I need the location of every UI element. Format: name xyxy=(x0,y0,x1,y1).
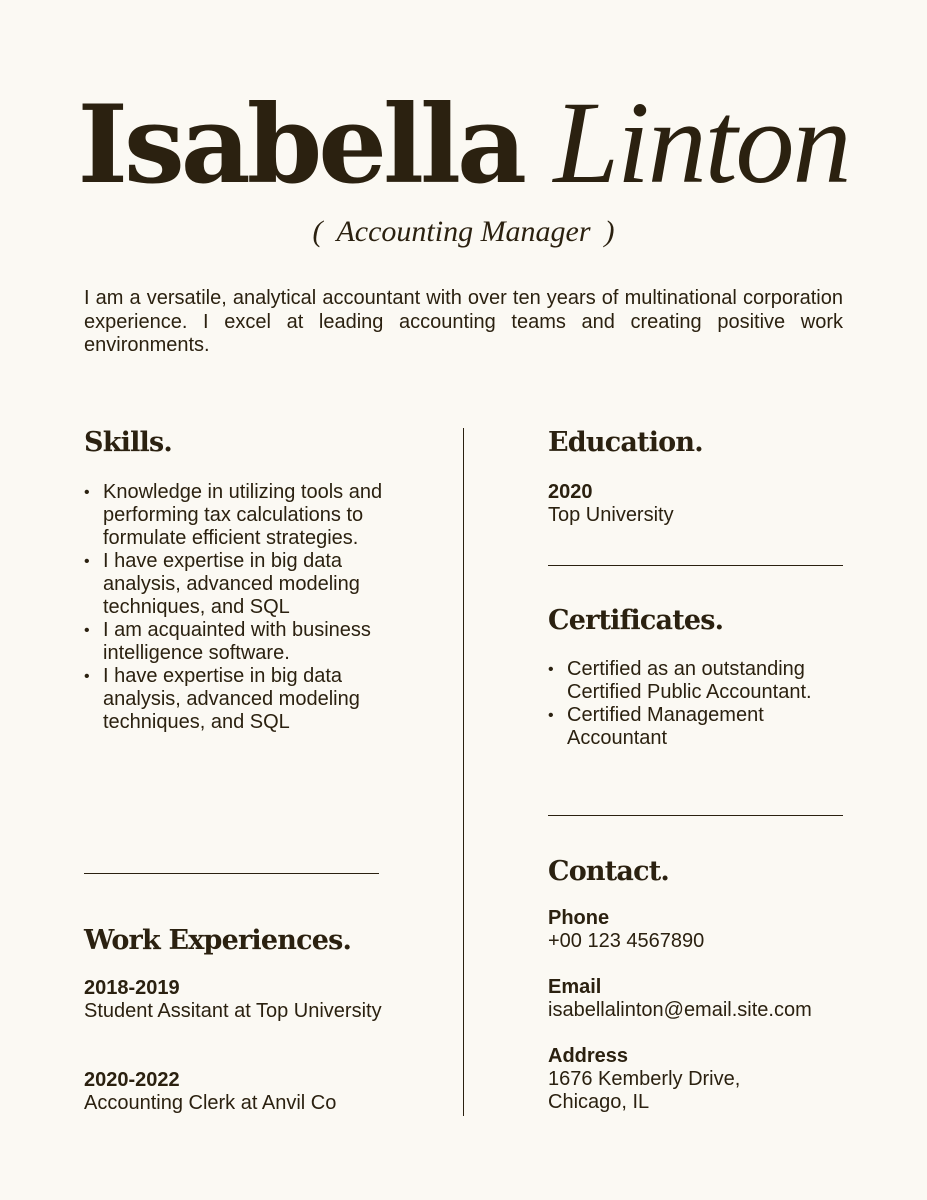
certificate-list-item xyxy=(548,704,843,750)
bullet-icon: • xyxy=(84,484,90,501)
phone-value: +00 123 4567890 xyxy=(548,930,705,952)
first-name: Isabella xyxy=(77,82,523,208)
address-line-1: 1676 Kemberly Drive, xyxy=(548,1068,741,1090)
education-divider xyxy=(548,565,843,566)
skill-text: I have expertise in big data analysis, advanced modeling techniques, and SQL xyxy=(103,665,360,733)
job-title-close-paren: ) xyxy=(604,215,615,248)
contact-heading: Contact. xyxy=(548,856,670,887)
bullet-icon: • xyxy=(84,553,90,570)
skills-list xyxy=(84,481,384,734)
education-heading: Education. xyxy=(548,427,703,458)
job-title-text: Accounting Manager xyxy=(336,215,591,248)
job-title-open-paren: ( xyxy=(312,215,323,248)
contact-email xyxy=(548,976,878,1022)
work-years: 2018-2019 xyxy=(84,977,180,999)
education-year: 2020 xyxy=(548,481,593,503)
skills-list-item xyxy=(84,665,384,734)
certificates-list xyxy=(548,658,843,750)
work-heading: Work Experiences. xyxy=(84,925,352,956)
skill-text: I am acquainted with business intelligence software. xyxy=(103,619,371,664)
address-label: Address xyxy=(548,1045,629,1067)
contact-phone xyxy=(548,907,858,953)
certificates-divider xyxy=(548,815,843,816)
bullet-icon: • xyxy=(84,668,90,685)
work-years: 2020-2022 xyxy=(84,1069,180,1091)
email-label: Email xyxy=(548,976,602,998)
resume-name xyxy=(0,78,927,211)
last-name: Linton xyxy=(553,77,850,208)
job-title xyxy=(0,212,927,252)
skills-list-item xyxy=(84,619,384,665)
skills-heading: Skills. xyxy=(84,427,172,458)
email-value: isabellalinton@email.site.com xyxy=(548,999,812,1021)
skill-text: Knowledge in utilizing tools and performing tax calculations to formulate efficient strategies. xyxy=(103,481,383,549)
summary-paragraph: I am a versatile, analytical accountant with over ten years of multinational corporation experience. I excel at leading accounting teams and creating positive work environments. xyxy=(84,287,843,356)
education-school: Top University xyxy=(548,504,674,526)
certificate-list-item xyxy=(548,658,843,704)
column-divider xyxy=(463,428,464,1116)
contact-address xyxy=(548,1045,858,1114)
bullet-icon: • xyxy=(84,622,90,639)
bullet-icon: • xyxy=(548,661,554,678)
skills-list-item xyxy=(84,550,384,619)
certificate-text: Certified as an outstanding Certified Public Accountant. xyxy=(567,658,812,703)
work-entry xyxy=(84,977,384,1023)
bullet-icon: • xyxy=(548,707,554,724)
work-role: Accounting Clerk at Anvil Co xyxy=(84,1092,337,1114)
certificates-heading: Certificates. xyxy=(548,605,724,636)
skills-divider xyxy=(84,873,379,874)
work-entry xyxy=(84,1069,404,1115)
phone-label: Phone xyxy=(548,907,610,929)
skills-list-item xyxy=(84,481,384,550)
work-role: Student Assitant at Top University xyxy=(84,1000,382,1022)
certificate-text: Certified Management Accountant xyxy=(567,704,764,749)
address-line-2: Chicago, IL xyxy=(548,1091,650,1113)
skill-text: I have expertise in big data analysis, advanced modeling techniques, and SQL xyxy=(103,550,360,618)
education-entry xyxy=(548,481,843,527)
